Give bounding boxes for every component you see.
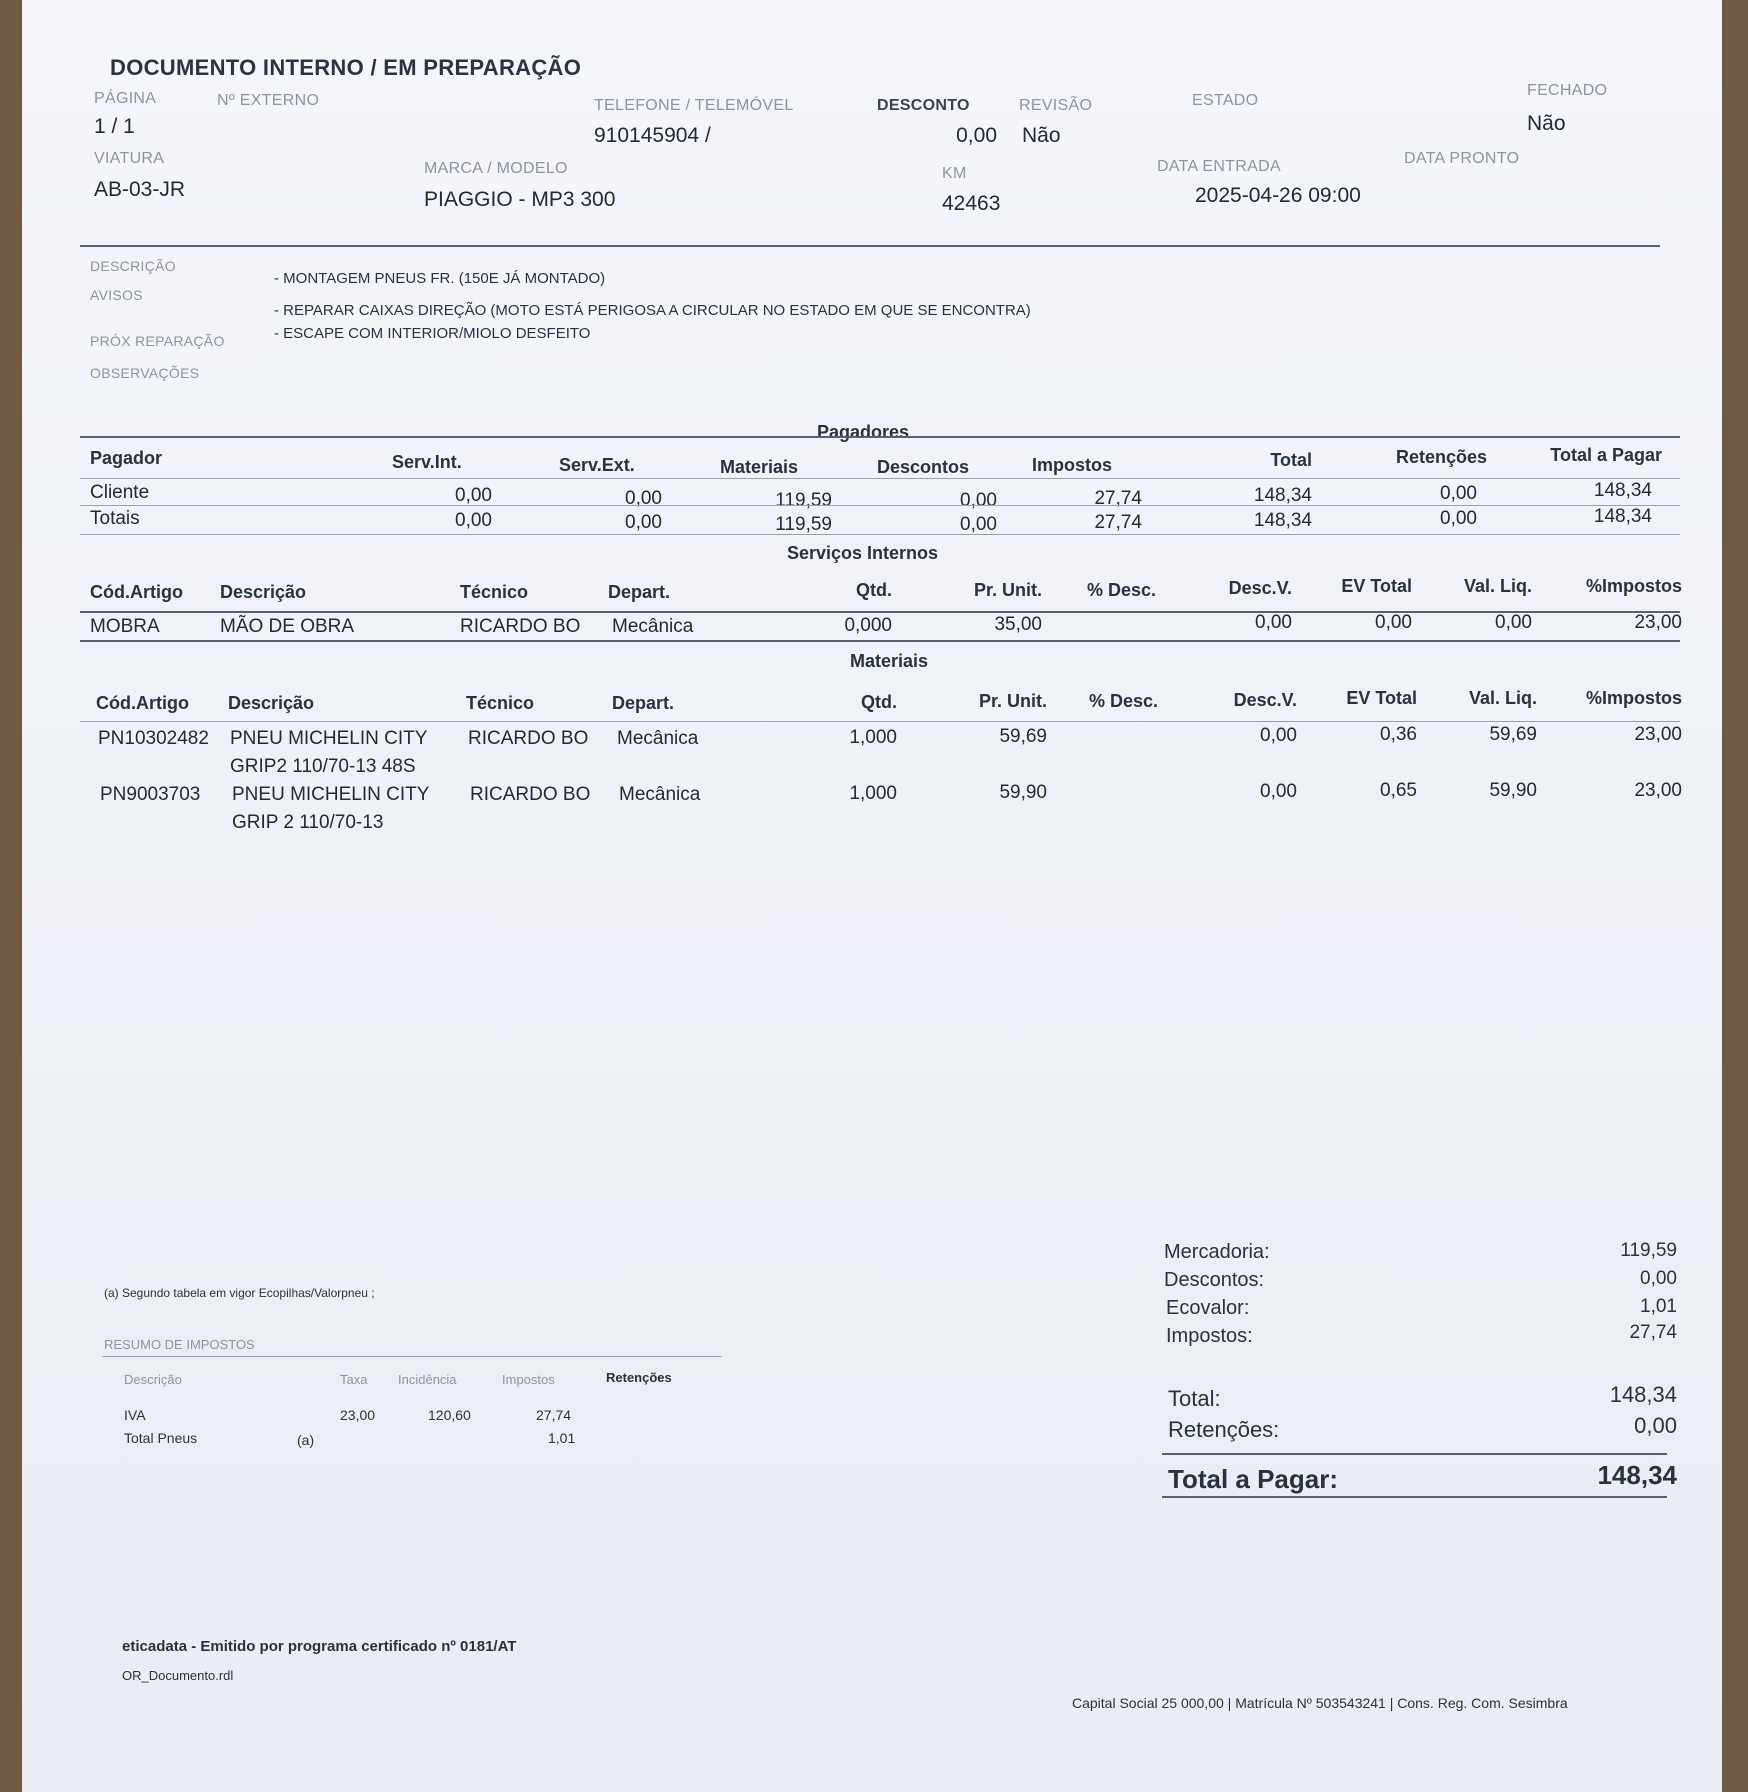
- cell: Mecânica: [619, 784, 701, 805]
- pagadores-header-descontos: Descontos: [877, 457, 970, 477]
- pagadores-bottom-line: [80, 534, 1680, 535]
- observacoes-label: OBSERVAÇÕES: [90, 365, 200, 381]
- cell: 1,000: [849, 727, 897, 748]
- desconto-label: DESCONTO: [877, 97, 970, 114]
- cell: RICARDO BO: [468, 728, 589, 749]
- cell: 59,69: [1489, 724, 1537, 745]
- resumo-header-retencoes: Retenções: [606, 1370, 672, 1385]
- pagadores-header-total: Total: [1270, 450, 1312, 470]
- cell: RICARDO BO: [460, 616, 581, 637]
- summary-bottom-line: [1162, 1496, 1667, 1498]
- materiais-header-tecnico: Técnico: [466, 693, 535, 713]
- resumo-iva-impostos: 27,74: [536, 1407, 572, 1423]
- materiais-header-pr-unit: Pr. Unit.: [978, 691, 1047, 711]
- servicos-header-impostos: %Impostos: [1585, 576, 1682, 596]
- cell: GRIP 2 110/70-13: [232, 812, 384, 833]
- cell: Mecânica: [612, 616, 694, 637]
- document-title: DOCUMENTO INTERNO / EM PREPARAÇÃO: [110, 55, 582, 80]
- cell: 0,65: [1380, 780, 1417, 801]
- servicos-header-descricao: Descrição: [220, 582, 307, 602]
- materiais-header-val-liq: Val. Liq.: [1468, 688, 1537, 708]
- pagina-label: PÁGINA: [94, 90, 157, 107]
- cell: 23,00: [1634, 780, 1682, 801]
- cell: 0,00: [1375, 612, 1412, 633]
- cell: 35,00: [994, 614, 1042, 635]
- summary-ecovalor-value: 1,01: [1640, 1296, 1677, 1317]
- data-entrada-value: 2025-04-26 09:00: [1195, 184, 1361, 207]
- revisao-value: Não: [1022, 124, 1061, 147]
- cell: 148,34: [1253, 485, 1312, 506]
- resumo-pneus-valor: 1,01: [548, 1430, 576, 1446]
- cell: 0,00: [455, 510, 492, 531]
- cell: 0,00: [960, 514, 997, 535]
- cell: 0,36: [1380, 724, 1417, 745]
- pagadores-title: Pagadores: [817, 422, 910, 442]
- servicos-bottom-line: [80, 640, 1680, 642]
- cell: PNEU MICHELIN CITY: [230, 728, 428, 749]
- pagadores-header-serv-int: Serv.Int.: [392, 452, 462, 472]
- cell: Mecânica: [617, 728, 699, 749]
- n-externo-label: Nº EXTERNO: [217, 92, 320, 109]
- cell: PN9003703: [100, 784, 201, 805]
- cell: 119,59: [775, 490, 832, 511]
- cell: GRIP2 110/70-13 48S: [230, 756, 416, 777]
- cell: 59,90: [999, 782, 1047, 803]
- materiais-header-cod: Cód.Artigo: [96, 693, 189, 713]
- marca-value: PIAGGIO - MP3 300: [424, 188, 616, 211]
- descricao-line-1: - MONTAGEM PNEUS FR. (150E JÁ MONTADO): [274, 270, 606, 287]
- pagadores-header-line: [80, 478, 1680, 479]
- pagadores-header-total-pagar: Total a Pagar: [1550, 445, 1662, 465]
- cell: 0,00: [960, 490, 997, 511]
- cell: 0,000: [844, 615, 892, 636]
- summary-mercadoria-label: Mercadoria:: [1164, 1241, 1270, 1263]
- servicos-header-qtd: Qtd.: [856, 580, 892, 600]
- materiais-header-qtd: Qtd.: [861, 692, 897, 712]
- materiais-header-descricao: Descrição: [228, 693, 315, 713]
- servicos-header-desc-pct: % Desc.: [1087, 580, 1157, 600]
- servicos-title: Serviços Internos: [787, 543, 939, 563]
- viatura-label: VIATURA: [94, 150, 165, 167]
- pagadores-header-retencoes: Retenções: [1395, 447, 1487, 467]
- footer-file: OR_Documento.rdl: [122, 1668, 234, 1683]
- telefone-label: TELEFONE / TELEMÓVEL: [594, 97, 794, 114]
- materiais-header-line: [80, 721, 1680, 722]
- cell: 0,00: [625, 512, 662, 533]
- estado-label: ESTADO: [1192, 92, 1259, 109]
- materiais-header-desc-pct: % Desc.: [1089, 691, 1159, 711]
- summary-impostos-value: 27,74: [1629, 1322, 1677, 1343]
- pagadores-header-materiais: Materiais: [720, 457, 799, 477]
- resumo-header-descricao: Descrição: [124, 1372, 182, 1387]
- footer-company: Capital Social 25 000,00 | Matrícula Nº 503543241 | Cons. Reg. Com. Sesimbra: [1072, 1695, 1568, 1711]
- cell: 119,59: [775, 514, 832, 535]
- summary-total-pagar-label: Total a Pagar:: [1168, 1464, 1339, 1494]
- summary-divider: [1162, 1453, 1667, 1455]
- cell: Totais: [90, 508, 140, 529]
- servicos-header-tecnico: Técnico: [460, 582, 529, 602]
- cell: 148,34: [1593, 506, 1652, 527]
- summary-impostos-label: Impostos:: [1166, 1325, 1253, 1347]
- summary-descontos-label: Descontos:: [1164, 1269, 1265, 1291]
- pagadores-header-impostos: Impostos: [1032, 455, 1113, 475]
- summary-total-value: 148,34: [1609, 1382, 1677, 1407]
- resumo-iva-incidencia: 120,60: [428, 1407, 471, 1423]
- cell: PNEU MICHELIN CITY: [232, 784, 430, 805]
- servicos-header-ev-total: EV Total: [1341, 576, 1412, 596]
- resumo-iva-taxa: 23,00: [340, 1407, 376, 1423]
- cell: 23,00: [1634, 612, 1682, 633]
- summary-total-pagar-value: 148,34: [1597, 1460, 1677, 1490]
- cell: 0,00: [1260, 725, 1297, 746]
- fechado-value: Não: [1527, 112, 1566, 135]
- resumo-iva-label: IVA: [124, 1407, 146, 1423]
- resumo-pneus-ref: (a): [297, 1432, 315, 1448]
- document-page: [22, 0, 1722, 1792]
- km-value: 42463: [942, 192, 1001, 215]
- cell: RICARDO BO: [470, 784, 591, 805]
- cell: Cliente: [90, 482, 150, 503]
- resumo-header-impostos: Impostos: [502, 1372, 555, 1387]
- cell: MÃO DE OBRA: [220, 616, 355, 637]
- data-pronto-label: DATA PRONTO: [1404, 150, 1520, 167]
- materiais-header-depart: Depart.: [612, 693, 675, 713]
- materiais-header-ev-total: EV Total: [1346, 688, 1417, 708]
- pagadores-header-serv-ext: Serv.Ext.: [559, 455, 635, 475]
- descricao-label: DESCRIÇÃO: [90, 258, 176, 274]
- cell: 23,00: [1634, 724, 1682, 745]
- revisao-label: REVISÃO: [1019, 97, 1093, 114]
- resumo-pneus-label: Total Pneus: [124, 1430, 198, 1446]
- descricao-line-3: - ESCAPE COM INTERIOR/MIOLO DESFEITO: [274, 325, 591, 342]
- telefone-value: 910145904 /: [594, 124, 711, 147]
- materiais-header-impostos: %Impostos: [1585, 688, 1682, 708]
- header-divider: [80, 245, 1660, 247]
- desconto-value: 0,00: [956, 124, 997, 147]
- cell: 1,000: [849, 783, 897, 804]
- km-label: KM: [942, 165, 967, 182]
- avisos-label: AVISOS: [90, 287, 143, 303]
- cell: 0,00: [455, 485, 492, 506]
- cell: 27,74: [1094, 512, 1142, 533]
- fechado-label: FECHADO: [1527, 82, 1608, 99]
- ecovalor-note: (a) Segundo tabela em vigor Ecopilhas/Valorpneu ;: [104, 1286, 375, 1300]
- pagadores-header-pagador: Pagador: [90, 448, 163, 468]
- cell: PN10302482: [98, 728, 209, 749]
- summary-retencoes-value: 0,00: [1634, 1413, 1677, 1438]
- cell: 0,00: [1495, 612, 1532, 633]
- prox-reparacao-label: PRÓX REPARAÇÃO: [90, 333, 225, 349]
- servicos-header-depart: Depart.: [608, 582, 671, 602]
- cell: 27,74: [1094, 488, 1142, 509]
- footer-software: eticadata - Emitido por programa certificado nº 0181/AT: [122, 1638, 517, 1655]
- servicos-header-pr-unit: Pr. Unit.: [973, 580, 1042, 600]
- resumo-header-taxa: Taxa: [340, 1372, 368, 1387]
- cell: 0,00: [1255, 612, 1292, 633]
- cell: MOBRA: [90, 616, 160, 637]
- cell: 59,90: [1489, 780, 1537, 801]
- cell: 0,00: [1440, 508, 1477, 529]
- servicos-header-desc-v: Desc.V.: [1228, 578, 1292, 598]
- servicos-header-cod: Cód.Artigo: [90, 582, 183, 602]
- resumo-header-incidencia: Incidência: [398, 1372, 457, 1387]
- viatura-value: AB-03-JR: [94, 178, 186, 201]
- cell: 148,34: [1593, 480, 1652, 501]
- servicos-header-val-liq: Val. Liq.: [1463, 576, 1532, 596]
- data-entrada-label: DATA ENTRADA: [1157, 158, 1281, 175]
- summary-total-label: Total:: [1168, 1386, 1221, 1411]
- summary-retencoes-label: Retenções:: [1168, 1417, 1280, 1442]
- pagadores-top-line: [80, 436, 1680, 438]
- marca-label: MARCA / MODELO: [424, 160, 568, 177]
- summary-mercadoria-value: 119,59: [1620, 1240, 1677, 1261]
- resumo-impostos-title: RESUMO DE IMPOSTOS: [104, 1337, 255, 1352]
- resumo-top-line: [102, 1356, 722, 1357]
- cell: 0,00: [1440, 483, 1477, 504]
- pagadores-row-line: [80, 505, 1680, 506]
- pagina-value: 1 / 1: [94, 115, 135, 138]
- cell: 0,00: [625, 488, 662, 509]
- summary-descontos-value: 0,00: [1640, 1268, 1677, 1289]
- materiais-header-desc-v: Desc.V.: [1233, 690, 1297, 710]
- cell: 59,69: [999, 726, 1047, 747]
- cell: 0,00: [1260, 781, 1297, 802]
- descricao-line-2: - REPARAR CAIXAS DIREÇÃO (MOTO ESTÁ PERIGOSA A CIRCULAR NO ESTADO EM QUE SE ENCONTRA): [274, 302, 1031, 319]
- cell: 148,34: [1253, 510, 1312, 531]
- materiais-title: Materiais: [850, 651, 929, 671]
- summary-ecovalor-label: Ecovalor:: [1166, 1297, 1250, 1319]
